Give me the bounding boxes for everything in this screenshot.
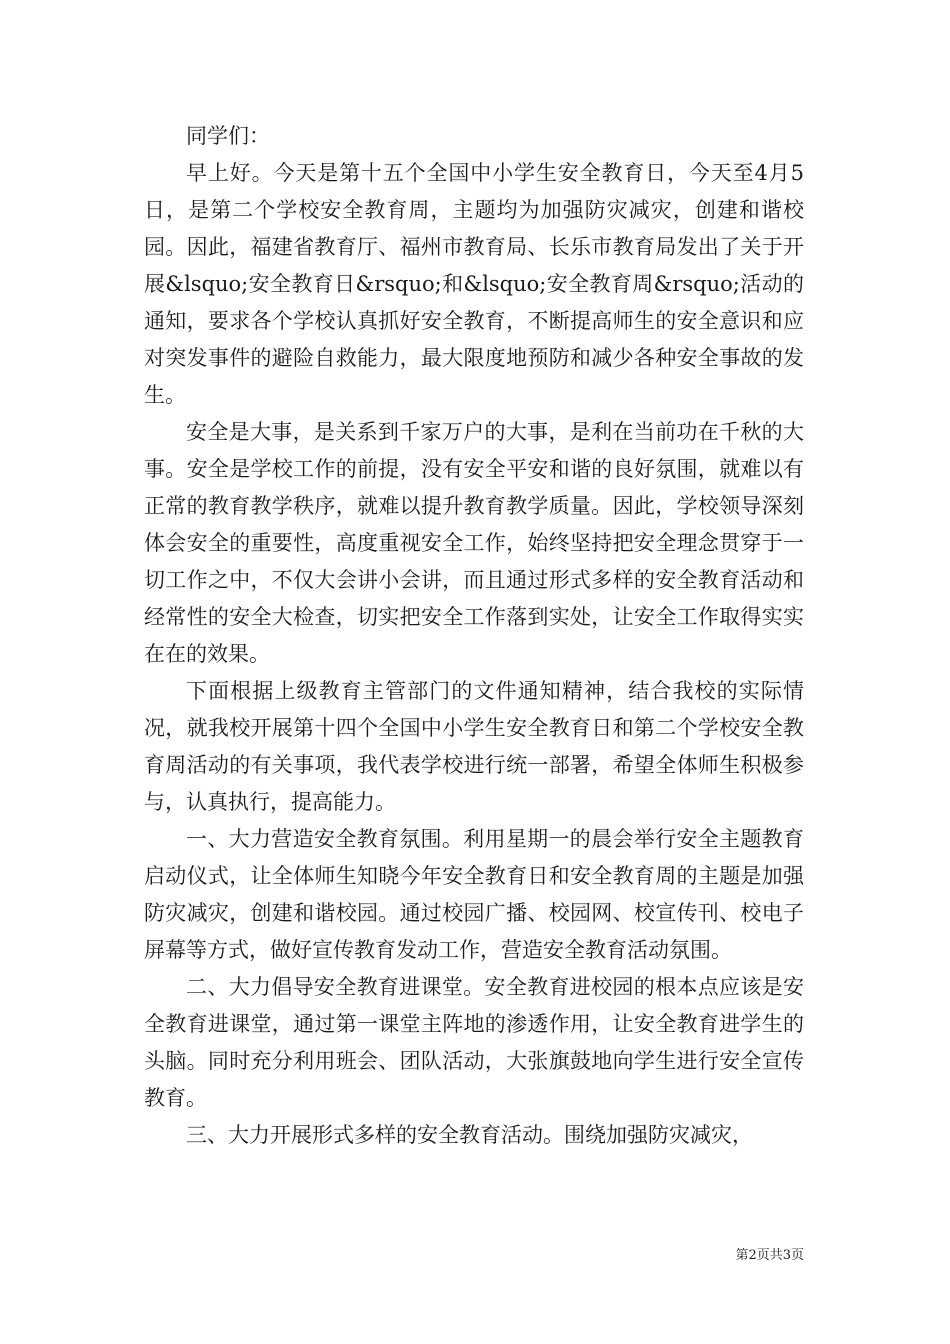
paragraph: 一、大力营造安全教育氛围。利用星期一的晨会举行安全主题教育启动仪式，让全体师生知晓今年安全教育日和安全教育周的主题是加强防灾减灾，创建和谐校园。通过校园广播、校园网、校宣传刊、校电子屏幕等方式，做好宣传教育发动工作，营造安全教育活动氛围。 bbox=[144, 827, 804, 962]
salutation: 同学们： bbox=[186, 124, 270, 148]
paragraph: 二、大力倡导安全教育进课堂。安全教育进校园的根本点应该是安全教育进课堂，通过第一课堂主阵地的渗透作用，让安全教育进学生的头脑。同时充分利用班会、团队活动，大张旗鼓地向学生进行安全宣传教育。 bbox=[144, 975, 804, 1110]
paragraph: 早上好。今天是第十五个全国中小学生安全教育日，今天至4月5日，是第二个学校安全教育周，主题均为加强防灾减灾，创建和谐校园。因此，福建省教育厅、福州市教育局、长乐市教育局发出了关于开展&lsquo;安全教育日&rsquo;和&lsquo;安全教育周&rsquo;活动的通知，要求各个学校认真抓好安全教育，不断提高师生的安全意识和应对突发事件的避险自救能力，最大限度地预防和减少各种安全事故的发生。 bbox=[144, 161, 804, 407]
paragraph: 三、大力开展形式多样的安全教育活动。围绕加强防灾减灾， bbox=[186, 1123, 753, 1147]
paragraph: 安全是大事，是关系到千家万户的大事，是利在当前功在千秋的大事。安全是学校工作的前提，没有安全平安和谐的良好氛围，就难以有正常的教育教学秩序，就难以提升教育教学质量。因此，学校领导深刻体会安全的重要性，高度重视安全工作，始终坚持把安全理念贯穿于一切工作之中，不仅大会讲小会讲，而且通过形式多样的安全教育活动和经常性的安全大检查，切实把安全工作落到实处，让安全工作取得实实在在的效果。 bbox=[144, 420, 804, 666]
document-body bbox=[144, 118, 804, 1154]
page-number: 第2页共3页 bbox=[735, 1248, 804, 1263]
paragraph: 下面根据上级教育主管部门的文件通知精神，结合我校的实际情况，就我校开展第十四个全国中小学生安全教育日和第二个学校安全教育周活动的有关事项，我代表学校进行统一部署，希望全体师生积极参与，认真执行，提高能力。 bbox=[144, 679, 804, 814]
